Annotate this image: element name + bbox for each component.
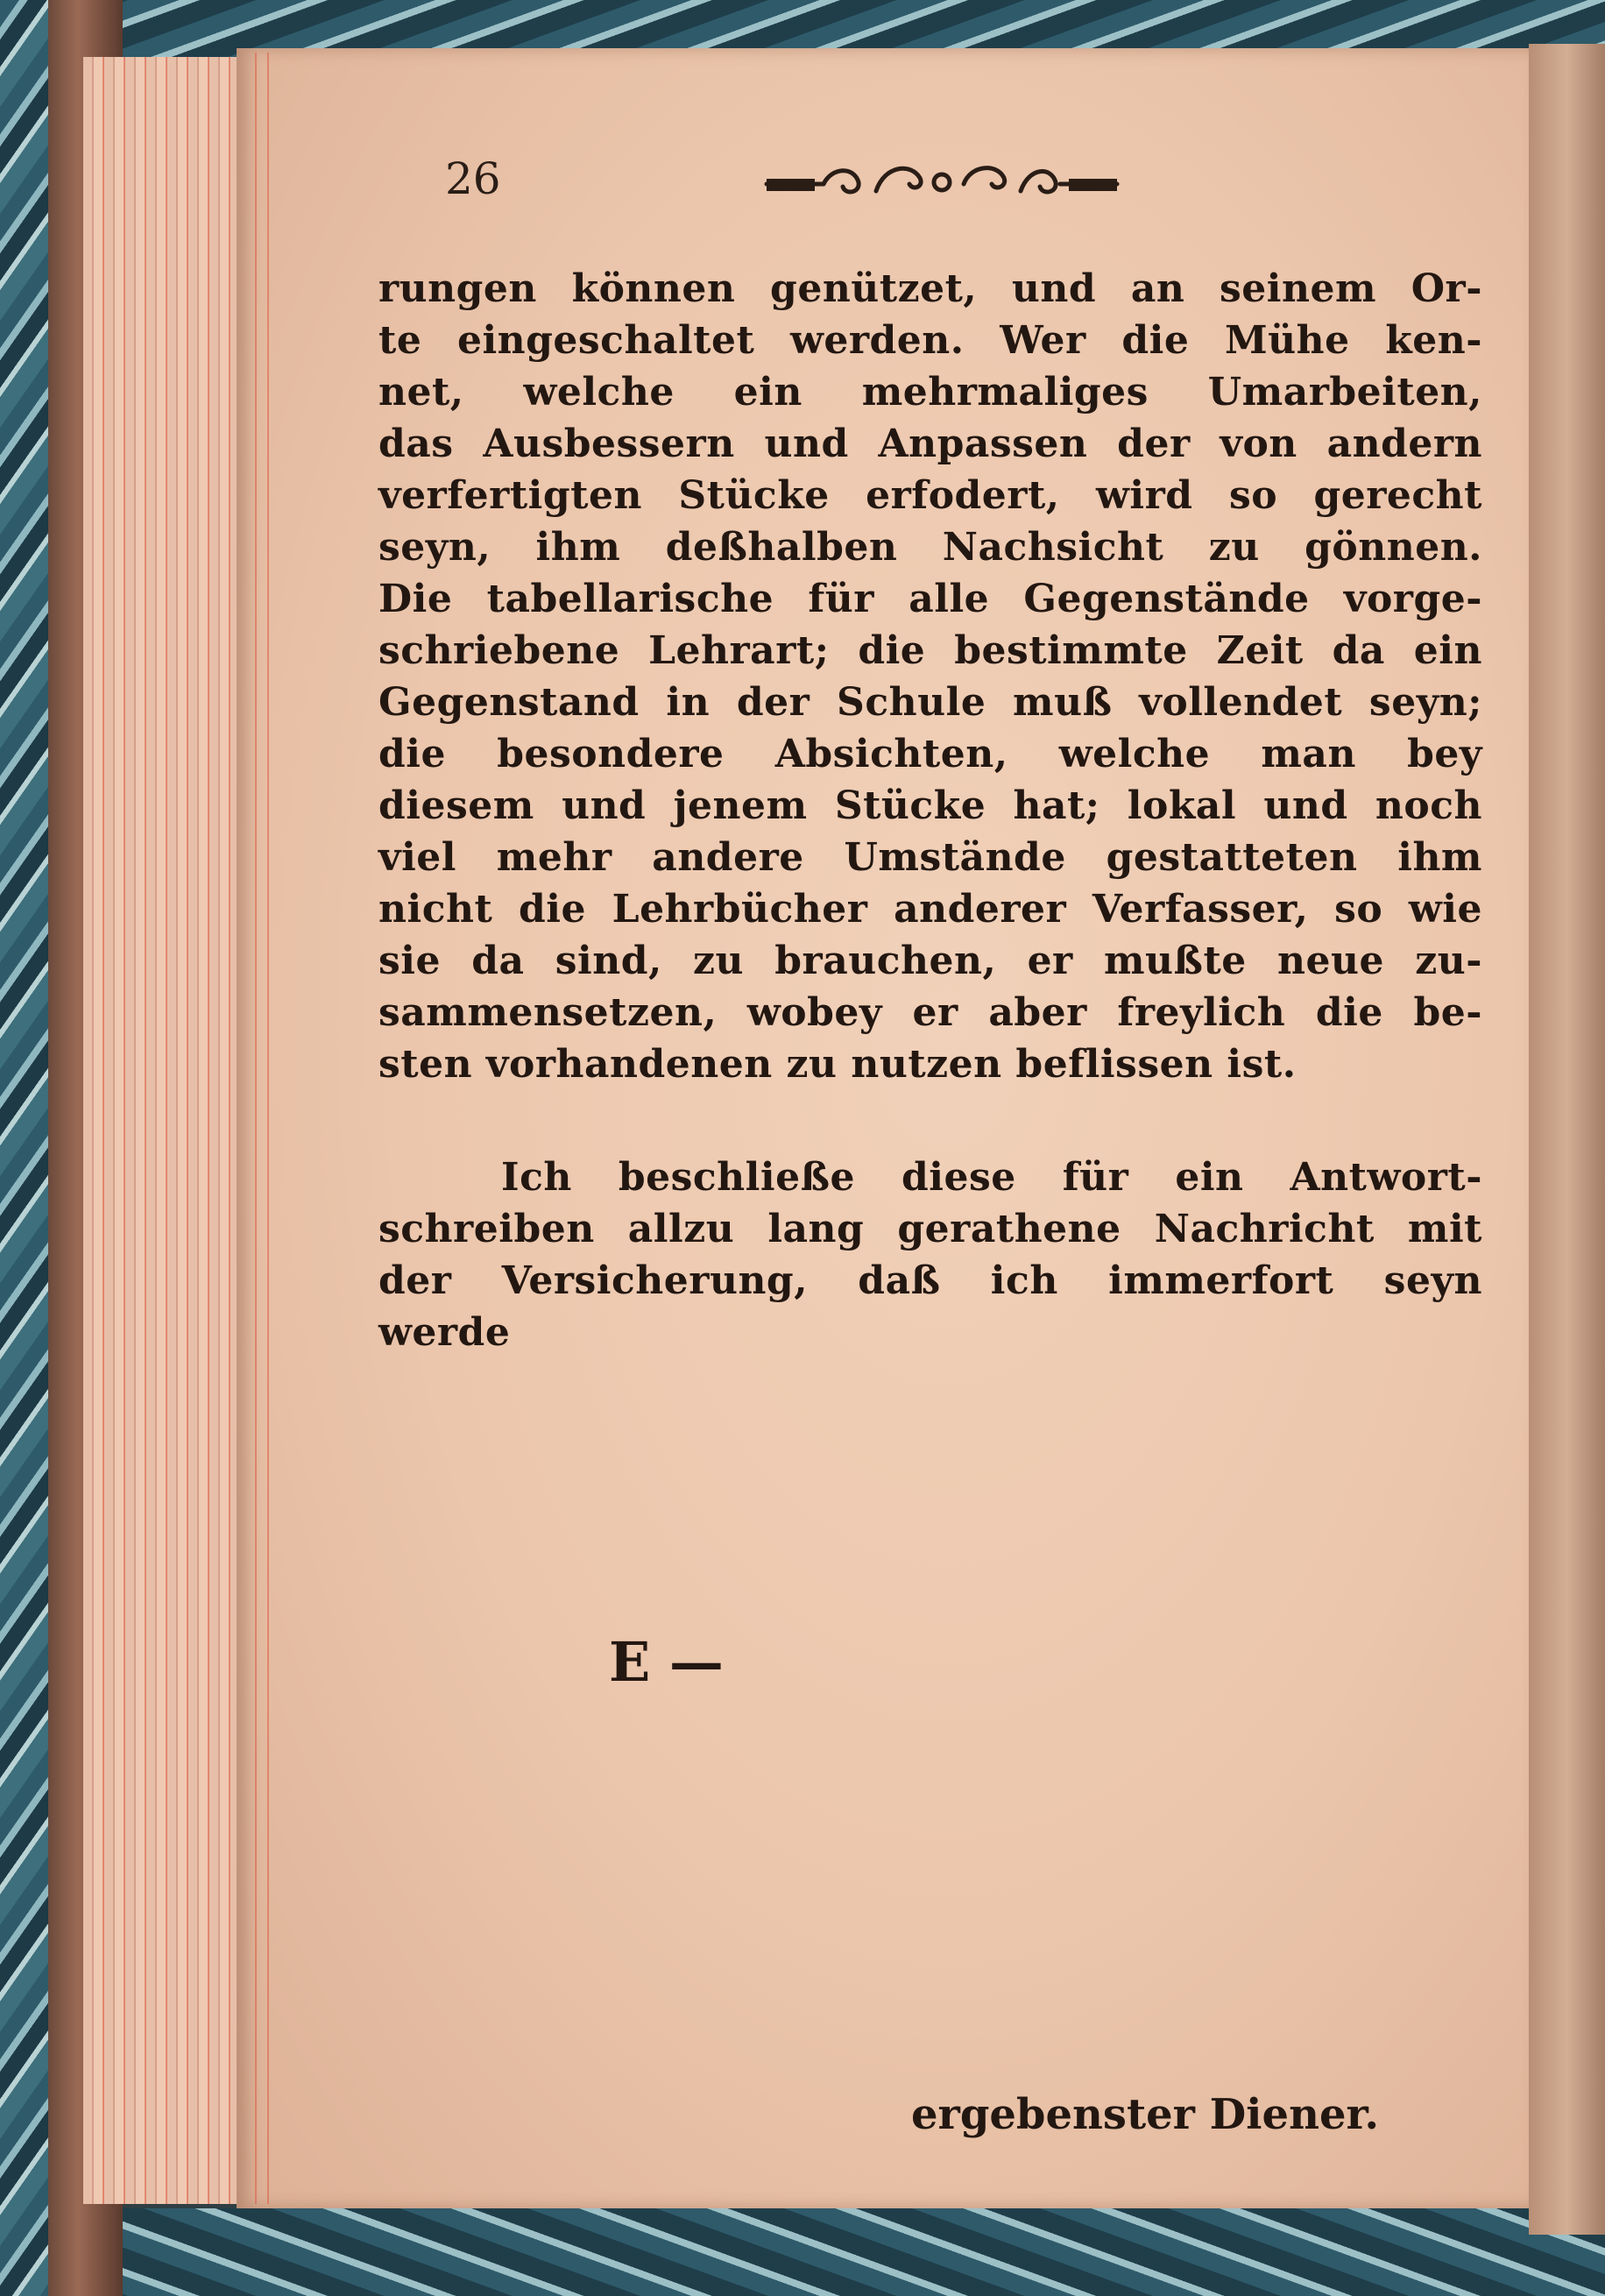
text-line: sten vorhandenen zu nutzen beflissen ist. (378, 1042, 1297, 1087)
text-line: verfertigten Stücke erfodert, wird so gerecht (378, 473, 1482, 518)
text-line: diesem und jenem Stücke hat; lokal und noch (378, 783, 1482, 828)
text-line: te eingeschaltet werden. Wer die Mühe ken- (378, 318, 1482, 363)
page-edges-stack (83, 57, 258, 2204)
text-line: net, welche ein mehrmaliges Umarbeiten, (378, 370, 1482, 415)
text-line: Die tabellarische für alle Gegenstände vorge- (378, 577, 1482, 621)
text-line: sie da sind, zu brauchen, er mußte neue zu- (378, 939, 1482, 983)
text-line: seyn, ihm deßhalben Nachsicht zu gönnen. (378, 525, 1482, 570)
page-number: 26 (445, 153, 501, 204)
text-line: die besondere Absichten, welche man bey (378, 732, 1482, 776)
text-line: werde (378, 1310, 511, 1355)
facing-page-edge (1529, 44, 1605, 2235)
text-line: nicht die Lehrbücher anderer Verfasser, so wie (378, 887, 1482, 932)
text-line: viel mehr andere Umstände gestatteten ihm (378, 835, 1482, 880)
text-line: das Ausbessern und Anpassen der von andern (378, 422, 1482, 466)
red-page-edges (250, 53, 276, 2204)
text-line: Gegenstand in der Schule muß vollendet seyn; (378, 680, 1482, 725)
signature-abbreviation: E — (609, 1630, 724, 1694)
ornament-icon (762, 156, 1121, 209)
text-line: der Versicherung, daß ich immerfort seyn (378, 1258, 1482, 1303)
paragraph-2 (378, 1152, 1482, 1358)
closing-formula: ergebenster Diener. (911, 2090, 1380, 2139)
text-line: sammensetzen, wobey er aber freylich die be- (378, 990, 1482, 1035)
text-line: rungen können genützet, und an seinem Or- (378, 266, 1482, 311)
text-line: Ich beschließe diese für ein Antwort- (501, 1155, 1482, 1200)
main-text (378, 263, 1482, 1358)
bleed-through-text (377, 1385, 1481, 1998)
text-line: schriebene Lehrart; die bestimmte Zeit da ein (378, 628, 1482, 673)
book-cover-bottom (0, 2208, 1605, 2296)
paragraph-1 (378, 263, 1482, 1090)
text-line: schreiben allzu lang gerathene Nachricht mit (378, 1207, 1482, 1251)
